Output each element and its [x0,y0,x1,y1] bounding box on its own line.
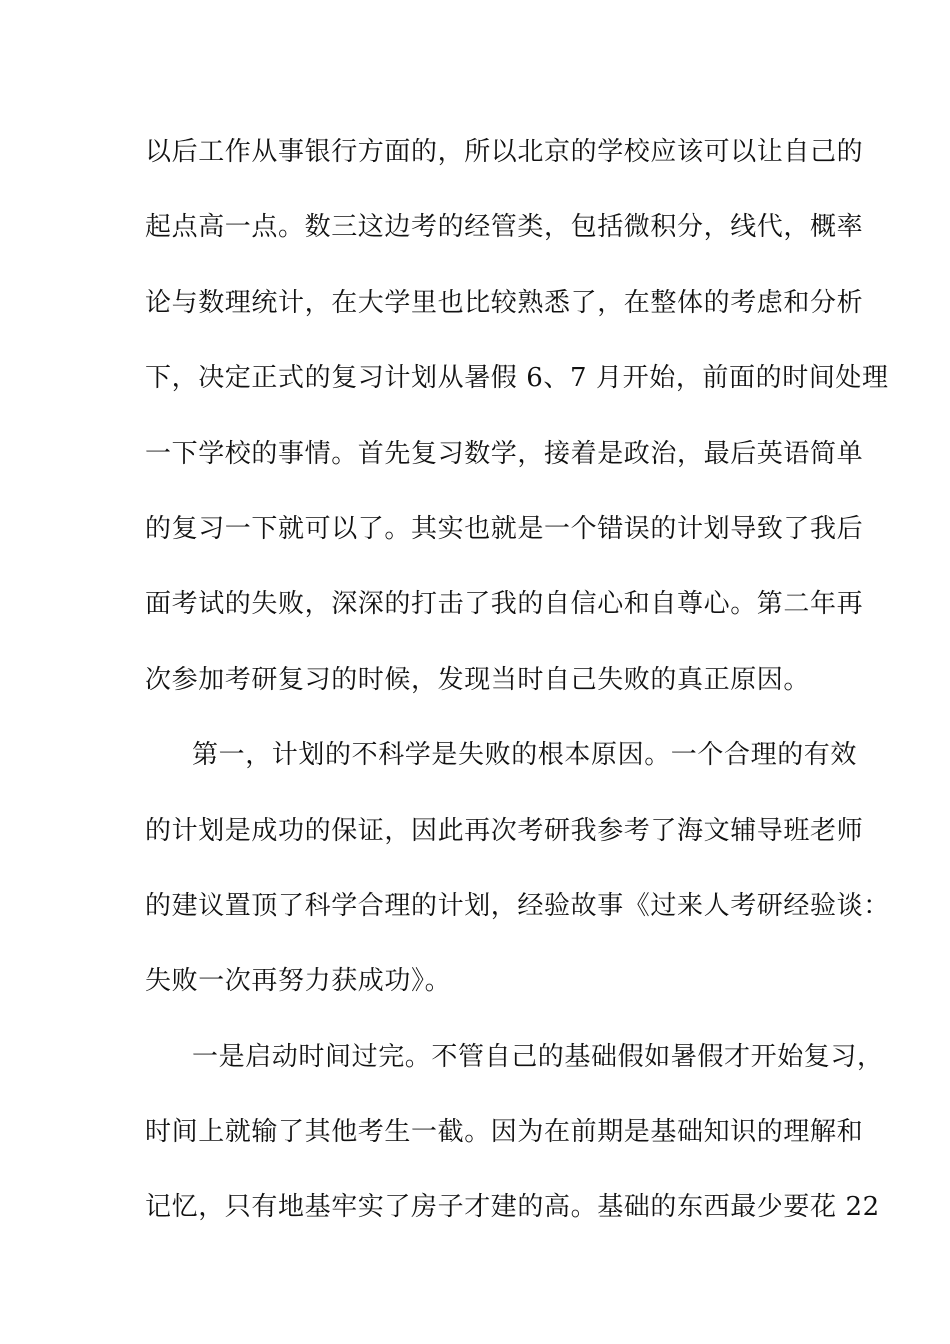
paragraph-first-line: 一是启动时间过完。不管自己的基础假如暑假才开始复习， [192,1041,884,1072]
text-line: 记忆，只有地基牢实了房子才建的高。基础的东西最少要花 22 [145,1192,880,1223]
text-line: 下，决定正式的复习计划从暑假 6、7 月开始，前面的时间处理 [145,363,889,394]
text-line: 的建议置顶了科学合理的计划，经验故事《过来人考研经验谈： [145,890,890,921]
text-line: 时间上就输了其他考生一截。因为在前期是基础知识的理解和 [145,1117,864,1148]
paragraph-first-line: 第一，计划的不科学是失败的根本原因。一个合理的有效 [192,740,858,771]
text-line: 失败一次再努力获成功》。 [145,966,452,997]
text-line: 面考试的失败，深深的打击了我的自信心和自尊心。第二年再 [145,589,864,620]
text-line: 一下学校的事情。首先复习数学，接着是政治，最后英语简单 [145,438,864,469]
text-line: 的复习一下就可以了。其实也就是一个错误的计划导致了我后 [145,513,864,544]
text-line: 次参加考研复习的时候，发现当时自己失败的真正原因。 [145,664,811,695]
text-line: 以后工作从事银行方面的，所以北京的学校应该可以让自己的 [145,137,864,167]
text-line: 的计划是成功的保证，因此再次考研我参考了海文辅导班老师 [145,815,864,846]
text-line: 起点高一点。数三这边考的经管类，包括微积分，线代，概率 [145,212,864,243]
document-body [145,128,890,1259]
text-line: 论与数理统计，在大学里也比较熟悉了，在整体的考虑和分析 [145,287,864,318]
